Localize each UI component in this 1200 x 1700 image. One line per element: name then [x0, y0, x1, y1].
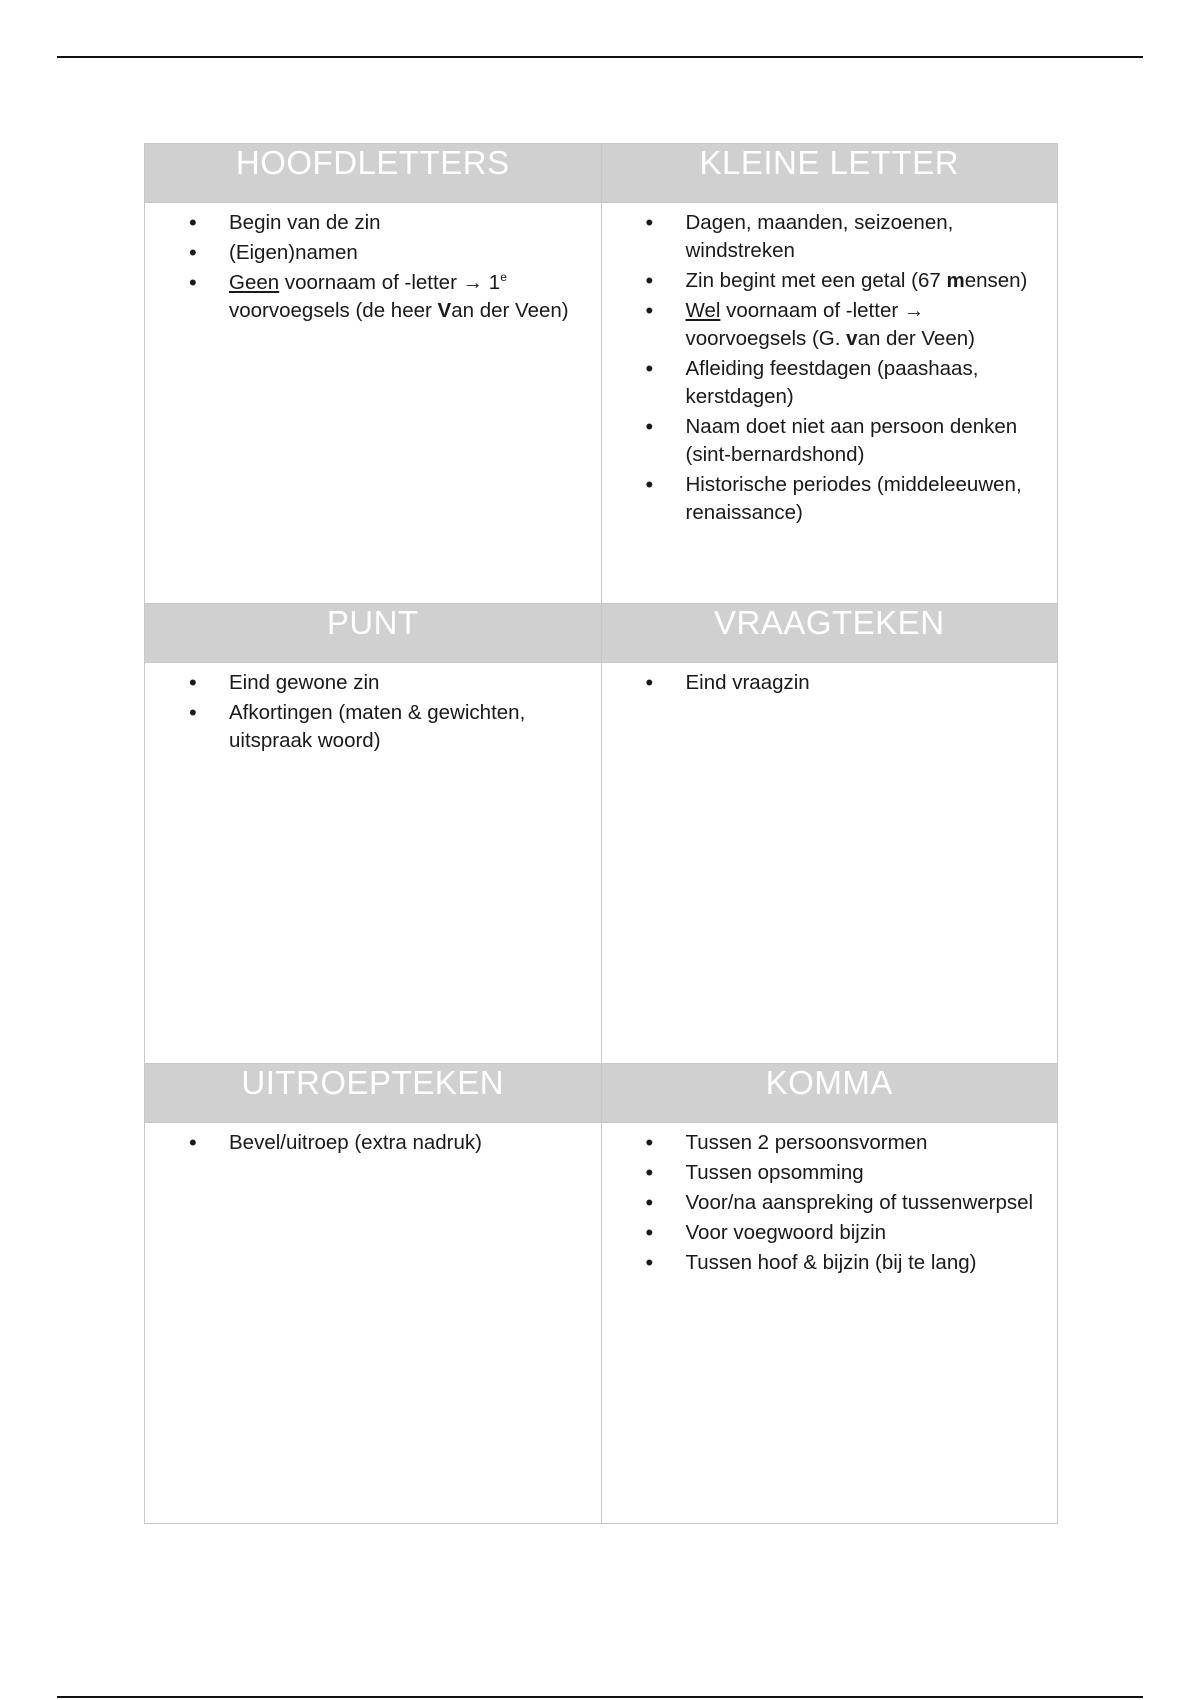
list-item: • Begin van de zin	[229, 209, 591, 237]
list-item: • Tussen opsomming	[686, 1159, 1048, 1187]
list-item: • Eind vraagzin	[686, 669, 1048, 697]
bold-letter: V	[437, 299, 452, 322]
list-punt	[155, 669, 591, 755]
underlined-word: Wel	[685, 299, 721, 322]
list-item: • Afkortingen (maten & gewichten, uitspraak woord)	[229, 699, 591, 755]
list-item: • Eind gewone zin	[229, 669, 591, 697]
text-span: an der Veen)	[857, 327, 975, 350]
text-span: Zin begint met een getal (67	[685, 269, 947, 292]
cell-vraagteken	[601, 663, 1058, 1064]
list-item	[686, 267, 1048, 295]
list-item: • Tussen hoof & bijzin (bij te lang)	[686, 1249, 1048, 1277]
list-vraagteken	[612, 669, 1048, 697]
text-span: ensen)	[964, 269, 1028, 292]
bottom-rule	[57, 1696, 1143, 1698]
header-vraagteken: VRAAGTEKEN	[601, 604, 1058, 663]
list-hoofdletters	[155, 209, 591, 325]
list-item: • Voor/na aanspreking of tussenwerpsel	[686, 1189, 1048, 1217]
text-span: voornaam of -letter → voorvoegsels (G.	[685, 299, 925, 350]
list-kleine-letter	[612, 209, 1048, 527]
list-item: • Voor voegwoord bijzin	[686, 1219, 1048, 1247]
cell-komma	[601, 1123, 1058, 1524]
text-span: voorvoegsels (de heer	[229, 299, 438, 322]
list-item: • Dagen, maanden, seizoenen, windstreken	[686, 209, 1048, 265]
bold-letter: v	[846, 327, 858, 350]
header-uitroepteken: UITROEPTEKEN	[145, 1064, 602, 1123]
list-item	[229, 269, 591, 325]
list-item: • Afleiding feestdagen (paashaas, kerstdagen)	[686, 355, 1048, 411]
list-item: • Bevel/uitroep (extra nadruk)	[229, 1129, 591, 1157]
header-hoofdletters: HOOFDLETTERS	[145, 144, 602, 203]
top-rule	[57, 56, 1143, 58]
list-item: • (Eigen)namen	[229, 239, 591, 267]
bold-letter: m	[946, 269, 965, 292]
punctuation-table	[144, 143, 1058, 1524]
list-item: • Tussen 2 persoonsvormen	[686, 1129, 1048, 1157]
text-span: voornaam of -letter → 1	[279, 271, 501, 294]
header-kleine-letter: KLEINE LETTER	[601, 144, 1058, 203]
list-uitroepteken	[155, 1129, 591, 1157]
cell-kleine-letter	[601, 203, 1058, 604]
header-komma: KOMMA	[601, 1064, 1058, 1123]
cell-uitroepteken	[145, 1123, 602, 1524]
cell-punt	[145, 663, 602, 1064]
list-item: • Naam doet niet aan persoon denken (sint-bernardshond)	[686, 413, 1048, 469]
header-punt: PUNT	[145, 604, 602, 663]
cell-hoofdletters	[145, 203, 602, 604]
list-item: • Historische periodes (middeleeuwen, renaissance)	[686, 471, 1048, 527]
underlined-word: Geen	[229, 271, 280, 294]
text-span: an der Veen)	[451, 299, 569, 322]
list-komma	[612, 1129, 1048, 1277]
superscript: e	[500, 270, 507, 284]
list-item	[686, 297, 1048, 353]
